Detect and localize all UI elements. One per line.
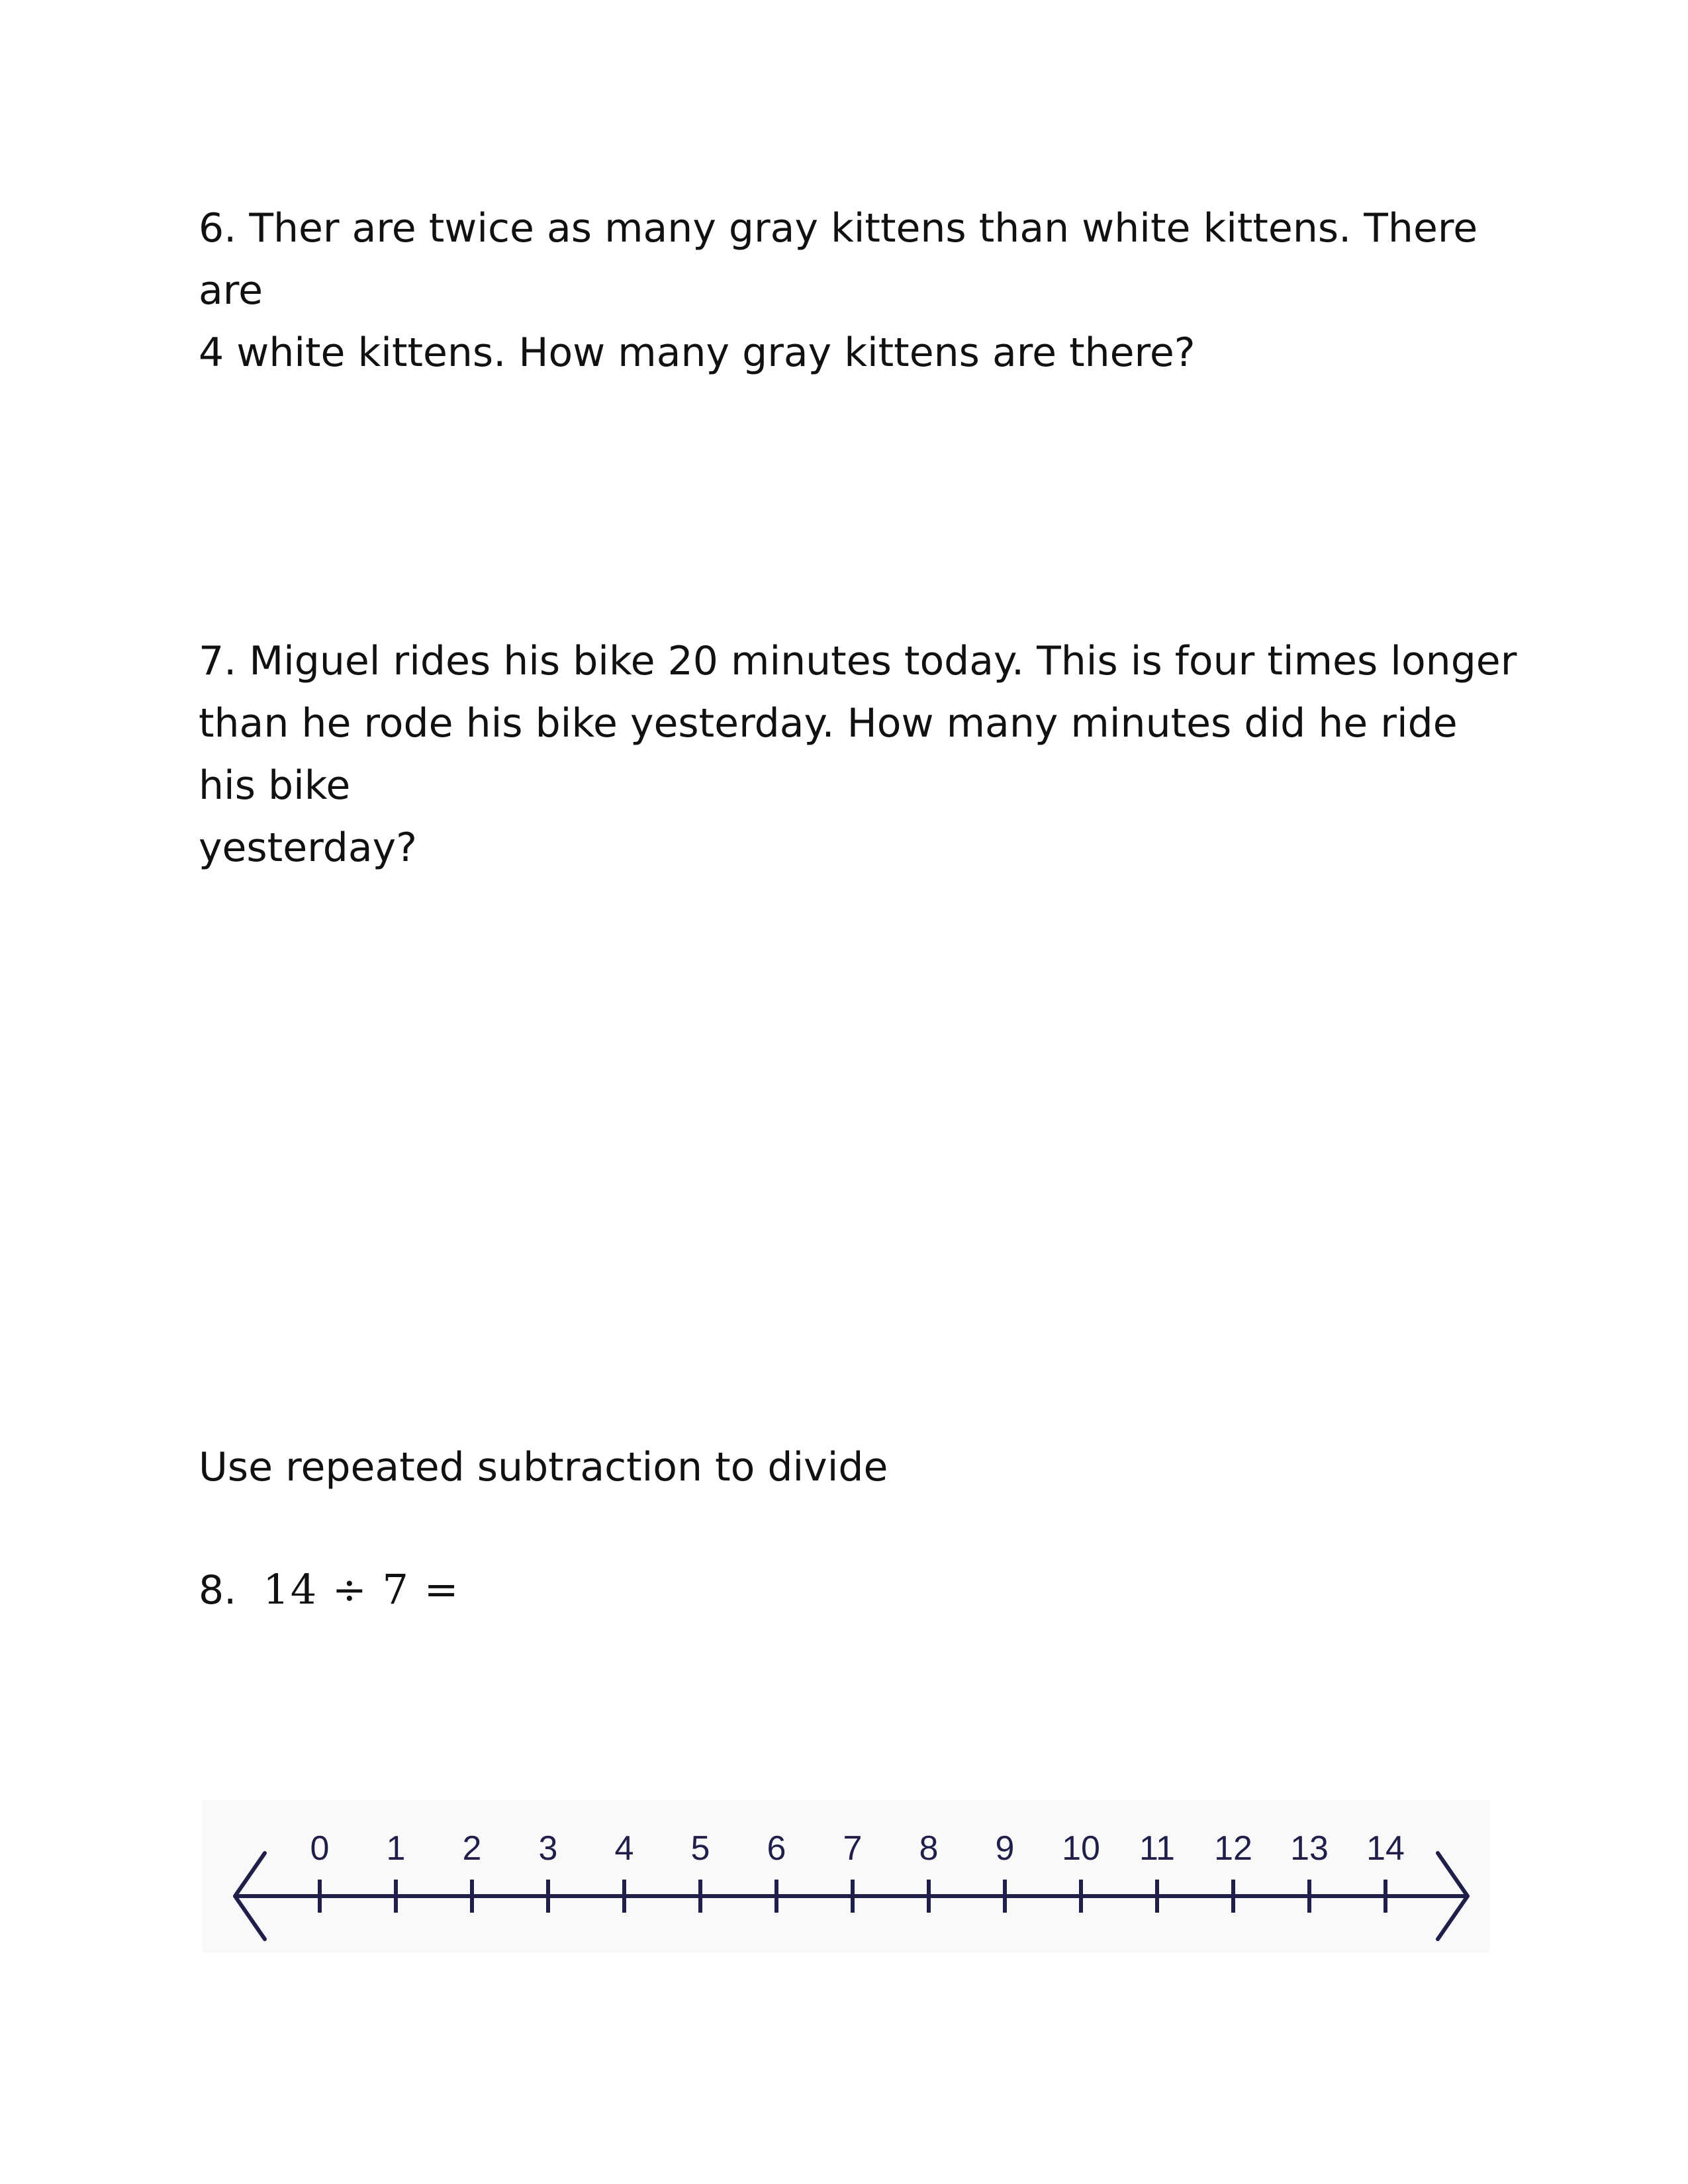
tick-label-7: 7 xyxy=(843,1829,863,1868)
tick-label-3: 3 xyxy=(538,1829,558,1868)
number-line-graphic xyxy=(202,1800,1489,1952)
tick-label-8: 8 xyxy=(919,1829,939,1868)
tick-label-0: 0 xyxy=(310,1829,330,1868)
question-8 xyxy=(199,1559,1523,1621)
division-expression: 14 ÷ 7 = xyxy=(263,1565,460,1614)
question-7 xyxy=(199,630,1523,879)
tick-label-2: 2 xyxy=(462,1829,482,1868)
question-6-line-2: 4 white kittens. How many gray kittens are there? xyxy=(199,330,1196,376)
instruction-text: Use repeated subtraction to divide xyxy=(199,1444,888,1490)
question-6 xyxy=(199,197,1523,384)
tick-label-13: 13 xyxy=(1290,1829,1329,1868)
tick-label-6: 6 xyxy=(767,1829,786,1868)
tick-label-4: 4 xyxy=(614,1829,634,1868)
question-7-line-2: than he rode his bike yesterday. How many minutes did he ride his bike xyxy=(199,700,1458,809)
question-7-line-1: 7. Miguel rides his bike 20 minutes today. This is four times longer xyxy=(199,638,1517,684)
question-7-line-3: yesterday? xyxy=(199,825,417,871)
tick-label-14: 14 xyxy=(1366,1829,1405,1868)
tick-label-5: 5 xyxy=(690,1829,710,1868)
tick-label-12: 12 xyxy=(1214,1829,1252,1868)
tick-label-10: 10 xyxy=(1062,1829,1100,1868)
question-6-line-1: 6. Ther are twice as many gray kittens than white kittens. There are xyxy=(199,205,1478,314)
tick-label-9: 9 xyxy=(995,1829,1015,1868)
number-line xyxy=(202,1800,1489,1952)
question-8-number: 8. xyxy=(199,1567,237,1614)
tick-label-1: 1 xyxy=(386,1829,406,1868)
tick-label-11: 11 xyxy=(1139,1829,1175,1868)
